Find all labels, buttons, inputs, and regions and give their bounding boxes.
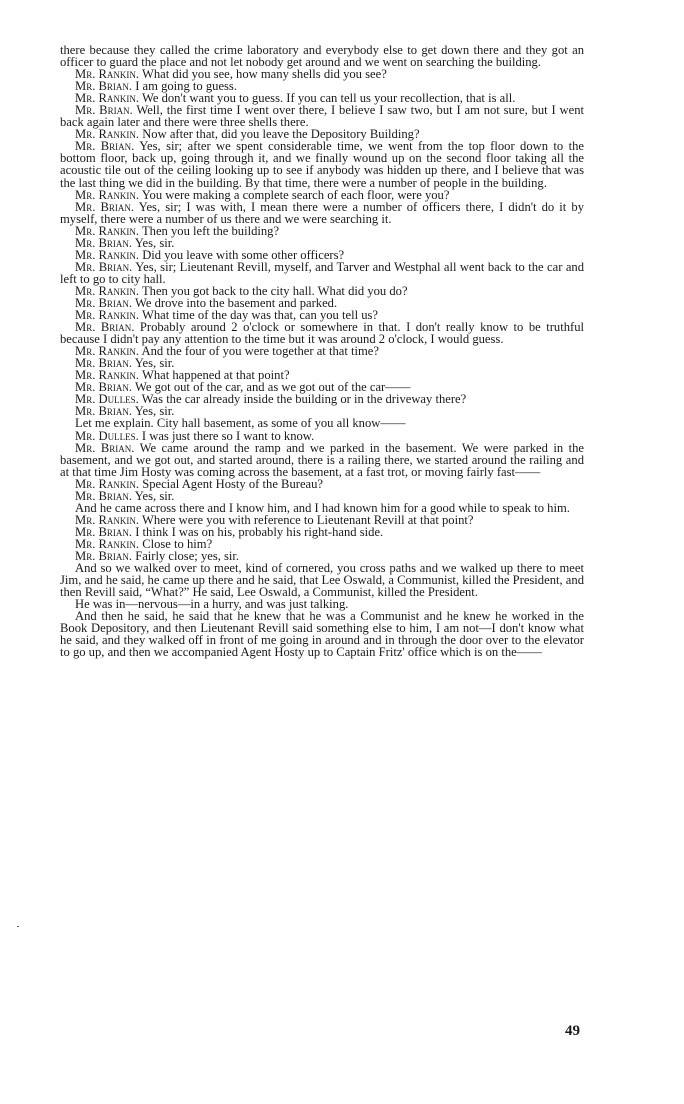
paragraph-text: We don't want you to guess. If you can tell us your recollection, that is all. bbox=[139, 91, 516, 106]
paragraph-text: Fairly close; yes, sir. bbox=[132, 548, 240, 563]
paragraph-text: And so we walked over to meet, kind of cornered, you cross paths and we walked up there to meet Jim, and he said, he came up there and he said, that Lee Oswald, a Communist, killed the President, and then Revill said, “What?” He said, Lee Oswald, a Communist, killed the President. bbox=[60, 561, 584, 600]
paragraph-text: Did you leave with some other officers? bbox=[139, 247, 345, 262]
transcript-paragraph bbox=[60, 321, 584, 345]
transcript-paragraph bbox=[60, 562, 584, 598]
paragraph-text: Now after that, did you leave the Depository Building? bbox=[139, 127, 420, 142]
speaker-name: Mr. Rankin. bbox=[75, 187, 140, 202]
speaker-name: Mr. Brian. bbox=[75, 235, 133, 250]
speaker-name: Mr. Rankin. bbox=[75, 283, 140, 298]
speaker-name: Mr. Brian. bbox=[75, 440, 135, 455]
speaker-name: Mr. Brian. bbox=[75, 404, 133, 419]
speaker-name: Mr. Dulles. bbox=[75, 428, 139, 443]
paragraph-text: Let me explain. City hall basement, as some of you all know—— bbox=[75, 416, 406, 431]
paragraph-text: And he came across there and I know him, and I had known him for a good while to speak to him. bbox=[75, 500, 570, 515]
transcript-paragraph bbox=[60, 610, 584, 658]
speaker-name: Mr. Brian. bbox=[75, 259, 133, 274]
speaker-name: Mr. Dulles. bbox=[75, 392, 139, 407]
speaker-name: Mr. Rankin. bbox=[75, 512, 140, 527]
transcript-paragraph bbox=[60, 44, 584, 68]
speaker-name: Mr. Rankin. bbox=[75, 476, 140, 491]
speaker-name: Mr. Rankin. bbox=[75, 67, 140, 82]
speaker-name: Mr. Brian. bbox=[75, 380, 133, 395]
paragraph-text: What did you see, how many shells did you see? bbox=[139, 67, 387, 82]
speaker-name: Mr. Rankin. bbox=[75, 308, 140, 323]
paragraph-text: You were making a complete search of each floor, were you? bbox=[139, 187, 450, 202]
transcript-paragraph bbox=[60, 261, 584, 285]
paragraph-text: Yes, sir. bbox=[132, 488, 175, 503]
paragraph-text: Probably around 2 o'clock or somewhere in that. I don't really know to be truthful because I didn't pay any attention to the time but it was around 2 o'clock, I would guess. bbox=[60, 320, 584, 347]
paragraph-text: Special Agent Hosty of the Bureau? bbox=[139, 476, 324, 491]
paragraph-text: And then he said, he said that he knew that he was a Communist and he knew he worked in the Book Depository, and then Lieutenant Revill said something else to him, I am not—I don't know what he said, and they walked off in front of me going in around and in through the door over to the elevator to go up, and then we accompanied Agent Hosty up to Captain Fritz' office which is on the—— bbox=[60, 609, 584, 660]
paragraph-text: What happened at that point? bbox=[139, 368, 290, 383]
paragraph-text: Then you got back to the city hall. What did you do? bbox=[139, 283, 408, 298]
transcript-page bbox=[60, 44, 584, 658]
speaker-name: Mr. Brian. bbox=[75, 320, 135, 335]
speaker-name: Mr. Brian. bbox=[75, 295, 133, 310]
paragraph-text: I was just there so I want to know. bbox=[138, 428, 315, 443]
paragraph-text: He was in—nervous—in a hurry, and was just talking. bbox=[75, 597, 349, 612]
paragraph-text: Well, the first time I went over there, I believe I saw two, but I am not sure, but I went back again later and there were three shells there. bbox=[60, 103, 584, 130]
transcript-paragraph bbox=[60, 201, 584, 225]
speaker-name: Mr. Rankin. bbox=[75, 368, 140, 383]
speaker-name: Mr. Brian. bbox=[75, 548, 133, 563]
speaker-name: Mr. Rankin. bbox=[75, 91, 140, 106]
paragraph-text: We drove into the basement and parked. bbox=[132, 295, 338, 310]
paragraph-text: I am going to guess. bbox=[132, 79, 237, 94]
speaker-name: Mr. Rankin. bbox=[75, 223, 140, 238]
paragraph-text: Was the car already inside the building or in the driveway there? bbox=[138, 392, 467, 407]
scan-speck bbox=[17, 926, 19, 927]
page-number: 49 bbox=[565, 1023, 580, 1039]
speaker-name: Mr. Brian. bbox=[75, 488, 133, 503]
paragraph-text: We came around the ramp and we parked in the basement. We were parked in the basement, and we got out, and started around, there is a railing there, we started around the railing and at that time Jim Hosty was coming across the basement, at a fast trot, or moving fairly fast—— bbox=[60, 440, 585, 479]
transcript-paragraph bbox=[60, 104, 584, 128]
paragraph-text: I think I was on his, probably his right-hand side. bbox=[132, 524, 384, 539]
speaker-name: Mr. Brian. bbox=[75, 79, 133, 94]
speaker-name: Mr. Brian. bbox=[75, 356, 133, 371]
paragraph-text: Yes, sir; Lieutenant Revill, myself, and Tarver and Westphal all went back to the car and left to go to city hall. bbox=[60, 259, 585, 286]
speaker-name: Mr. Brian. bbox=[75, 139, 135, 154]
speaker-name: Mr. Brian. bbox=[75, 524, 133, 539]
speaker-name: Mr. Rankin. bbox=[75, 344, 140, 359]
paragraph-text: Yes, sir; after we spent considerable time, we went from the top floor down to the bottom floor, back up, going through it, and we finally wound up on the second floor taking all the acoustic tile out of the ceiling looking up to see if anybody was hidden up there, and I believe that was the last thing we did in the building. By that time, there were a number of people in the building. bbox=[60, 139, 585, 190]
paragraph-text: And the four of you were together at that time? bbox=[139, 344, 379, 359]
transcript-paragraph bbox=[60, 442, 584, 478]
speaker-name: Mr. Rankin. bbox=[75, 247, 140, 262]
paragraph-text: What time of the day was that, can you tell us? bbox=[139, 308, 379, 323]
paragraph-text: there because they called the crime laboratory and everybody else to get down there and they got an officer to guard the place and not let nobody get around and we went on searching the building. bbox=[60, 43, 584, 70]
speaker-name: Mr. Brian. bbox=[75, 199, 134, 214]
paragraph-text: Yes, sir. bbox=[132, 235, 175, 250]
transcript-paragraph bbox=[60, 140, 584, 188]
paragraph-text: Yes, sir; I was with, I mean there were a number of officers there, I didn't do it by myself, there were a number of us there and we were searching it. bbox=[60, 199, 584, 226]
paragraph-text: Close to him? bbox=[139, 536, 213, 551]
speaker-name: Mr. Brian. bbox=[75, 103, 133, 118]
paragraph-text: Then you left the building? bbox=[139, 223, 280, 238]
speaker-name: Mr. Rankin. bbox=[75, 127, 140, 142]
paragraph-text: Yes, sir. bbox=[132, 356, 175, 371]
paragraph-text: Yes, sir. bbox=[132, 404, 175, 419]
paragraph-text: Where were you with reference to Lieutenant Revill at that point? bbox=[139, 512, 474, 527]
paragraph-text: We got out of the car, and as we got out of the car—— bbox=[132, 380, 411, 395]
speaker-name: Mr. Rankin. bbox=[75, 536, 140, 551]
